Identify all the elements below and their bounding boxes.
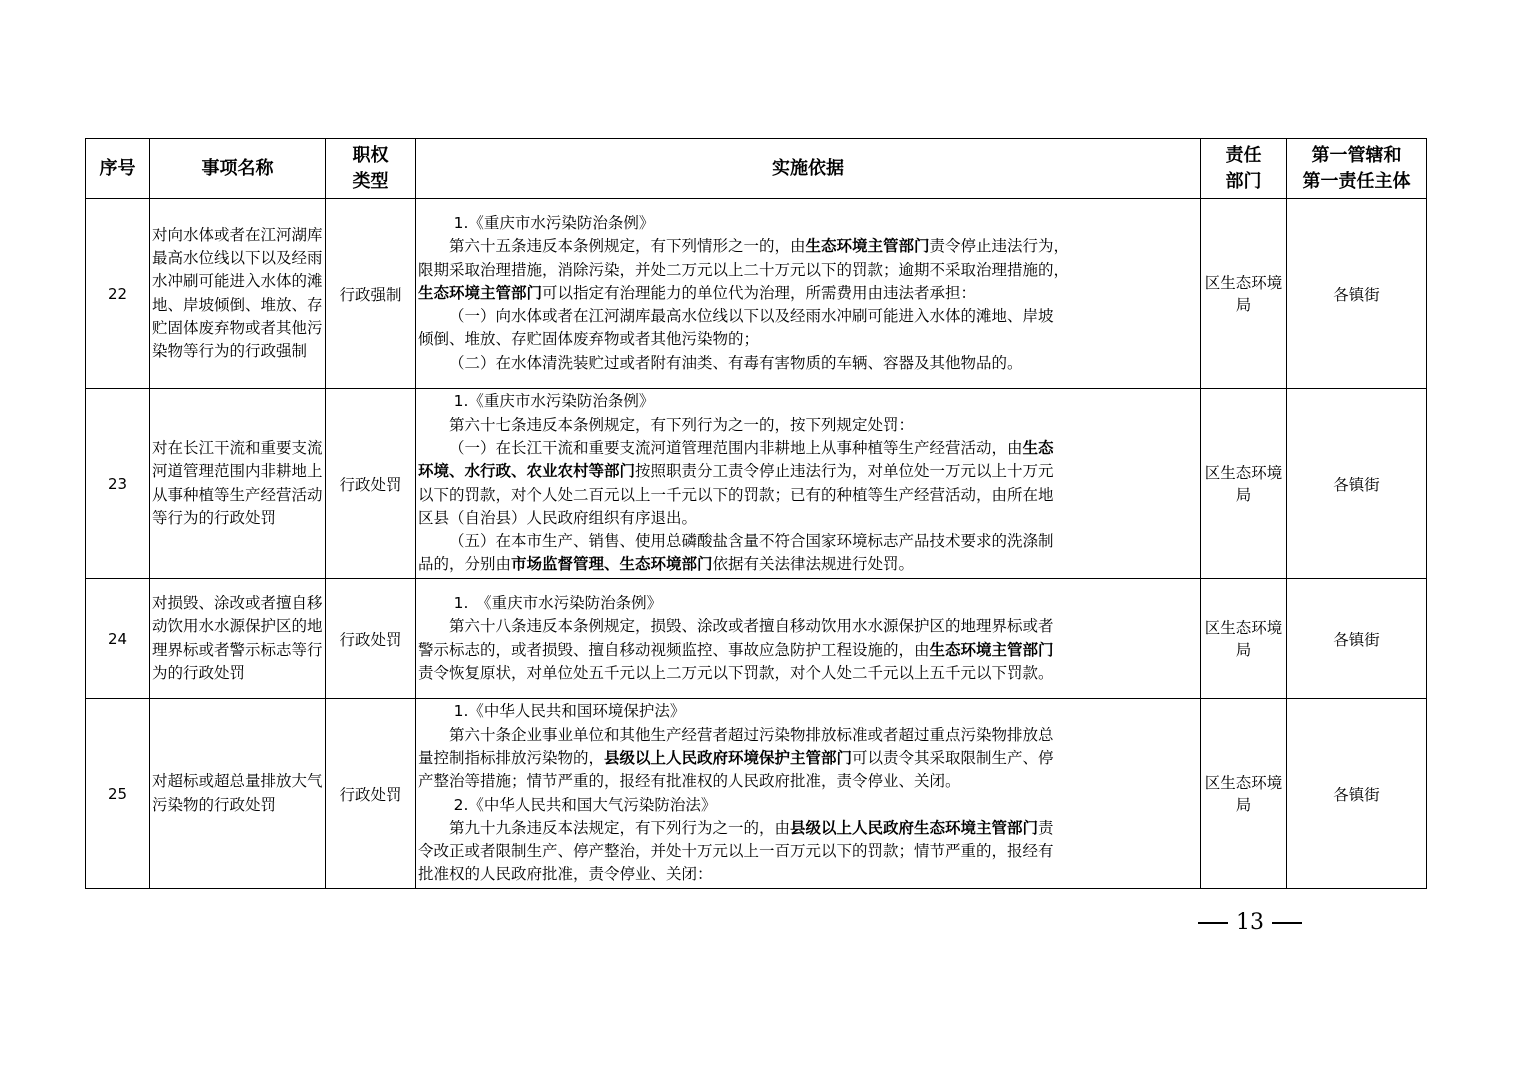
item-name: 对损毁、涂改或者擅自移动饮用水水源保护区的地理界标或者警示标志等行为的行政处罚 — [150, 579, 326, 699]
table-row — [86, 389, 1427, 579]
legal-basis: 1.《中华人民共和国环境保护法》 第六十条企业事业单位和其他生产经营者超过污染物排放标准或者超过重点污染物排放总 量控制指标排放污染物的，县级以上人民政府环境保护主管部门可以责令其采取限制生产、停 产整治等措施；情节严重的，报经有批准权的人民政府批准，责令停业、关闭。 2.《中华人民共和国大气污染防治法》 第九十九条违反本法规定，有下列行为之一的，由县级以上人民政府生态环境主管部门责 令改正或者限制生产、停产整治，并处十万元以上一百万元以下的罚款；情节严重的，报经有 批准权的人民政府批准，责令停业、关闭： — [416, 699, 1201, 889]
power-type: 行政处罚 — [326, 389, 416, 579]
page-number-value: 13 — [1236, 910, 1264, 935]
power-type: 行政处罚 — [326, 699, 416, 889]
legal-basis: 1.《重庆市水污染防治条例》 第六十七条违反本条例规定，有下列行为之一的，按下列规定处罚： （一）在长江干流和重要支流河道管理范围内非耕地上从事种植等生产经营活动，由生态 环境、水行政、农业农村等部门按照职责分工责令停止违法行为，对单位处一万元以上十万元 以下的罚款，对个人处二百元以上一千元以下的罚款；已有的种植等生产经营活动，由所在地 区县（自治县）人民政府组织有序退出。 （五）在本市生产、销售、使用总磷酸盐含量不符合国家环境标志产品技术要求的洗涤制 品的，分别由市场监督管理、生态环境部门依据有关法律法规进行处罚。 — [416, 389, 1201, 579]
page-number-dash-right — [1272, 922, 1302, 923]
power-type: 行政处罚 — [326, 579, 416, 699]
row-number: 23 — [86, 389, 150, 579]
page-number — [1190, 910, 1310, 935]
header-name: 事项名称 — [150, 139, 326, 199]
row-number: 22 — [86, 199, 150, 389]
responsible-subject: 各镇街 — [1287, 389, 1427, 579]
responsible-subject: 各镇街 — [1287, 199, 1427, 389]
table-row — [86, 199, 1427, 389]
item-name: 对在长江干流和重要支流河道管理范围内非耕地上从事种植等生产经营活动等行为的行政处罚 — [150, 389, 326, 579]
row-number: 24 — [86, 579, 150, 699]
item-name: 对向水体或者在江河湖库最高水位线以下以及经雨水冲刷可能进入水体的滩地、岸坡倾倒、堆放、存贮固体废弃物或者其他污染物等行为的行政强制 — [150, 199, 326, 389]
responsible-dept: 区生态环境局 — [1201, 579, 1287, 699]
header-type: 职权 类型 — [326, 139, 416, 199]
header-no: 序号 — [86, 139, 150, 199]
header-basis: 实施依据 — [416, 139, 1201, 199]
page-number-dash-left — [1198, 922, 1228, 923]
item-name: 对超标或超总量排放大气污染物的行政处罚 — [150, 699, 326, 889]
header-subject: 第一管辖和 第一责任主体 — [1287, 139, 1427, 199]
responsible-dept: 区生态环境局 — [1201, 199, 1287, 389]
power-type: 行政强制 — [326, 199, 416, 389]
responsible-dept: 区生态环境局 — [1201, 699, 1287, 889]
responsible-subject: 各镇街 — [1287, 699, 1427, 889]
table-row — [86, 699, 1427, 889]
table-header-row — [86, 139, 1427, 199]
responsible-subject: 各镇街 — [1287, 579, 1427, 699]
table-row — [86, 579, 1427, 699]
powers-table — [85, 138, 1427, 889]
row-number: 25 — [86, 699, 150, 889]
responsible-dept: 区生态环境局 — [1201, 389, 1287, 579]
header-dept: 责任 部门 — [1201, 139, 1287, 199]
legal-basis: 1. 《重庆市水污染防治条例》 第六十八条违反本条例规定，损毁、涂改或者擅自移动饮用水水源保护区的地理界标或者 警示标志的，或者损毁、擅自移动视频监控、事故应急防护工程设施的，由生态环境主管部门 责令恢复原状，对单位处五千元以上二万元以下罚款，对个人处二千元以上五千元以下罚款。 — [416, 579, 1201, 699]
legal-basis: 1.《重庆市水污染防治条例》 第六十五条违反本条例规定，有下列情形之一的，由生态环境主管部门责令停止违法行为， 限期采取治理措施，消除污染，并处二万元以上二十万元以下的罚款；逾期不采取治理措施的， 生态环境主管部门可以指定有治理能力的单位代为治理，所需费用由违法者承担： （一）向水体或者在江河湖库最高水位线以下以及经雨水冲刷可能进入水体的滩地、岸坡 倾倒、堆放、存贮固体废弃物或者其他污染物的； （二）在水体清洗装贮过或者附有油类、有毒有害物质的车辆、容器及其他物品的。 — [416, 199, 1201, 389]
